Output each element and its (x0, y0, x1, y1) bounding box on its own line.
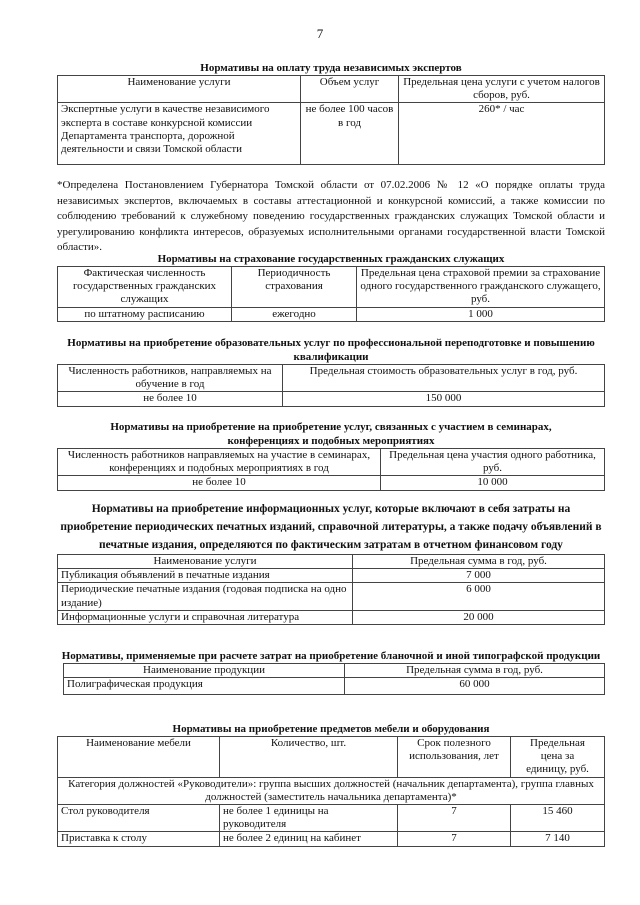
seminars-title: Нормативы на приобретение на приобретение услуг, связанных с участием в семинарах, конференциях и подобных мероприятиях (110, 421, 552, 447)
seminars-section (57, 420, 605, 491)
info-title: Нормативы на приобретение информационных услуг, которые включают в себя затраты на приобретение периодических печатных изданий, справочной литературы, а также подачу объявлений в печатные издания, определяются по фактическим затратам в отчетном финансовом году (60, 503, 602, 551)
insurance-title: Нормативы на страхование государственных гражданских служащих (157, 253, 505, 265)
table-header-row (58, 76, 605, 103)
header-cell: Предельная цена страховой премии за страхование одного государственного гражданского служащего, руб. (357, 267, 605, 308)
table-header-row (58, 555, 605, 569)
header-cell: Объем услуг (301, 76, 399, 103)
table-header-row (64, 664, 605, 678)
cell: 20 000 (353, 610, 605, 624)
cell: Информационные услуги и справочная литература (58, 610, 353, 624)
cell: по штатному расписанию (58, 307, 232, 321)
table-header-row (58, 267, 605, 308)
printing-section (57, 649, 605, 695)
printing-table (63, 663, 605, 695)
cell: не более 100 часов в год (301, 103, 399, 165)
experts-table (57, 75, 605, 165)
cell: не более 1 единицы на руководителя (220, 805, 398, 832)
table-row (58, 610, 605, 624)
header-cell: Количество, шт. (220, 737, 398, 778)
header-cell: Предельная сумма в год, руб. (345, 664, 605, 678)
cell: не более 10 (58, 392, 283, 406)
insurance-table (57, 266, 605, 322)
cell: 6 000 (353, 583, 605, 610)
furniture-table (57, 736, 605, 847)
table-row (58, 476, 605, 490)
cell: Экспертные услуги в качестве независимого эксперта в составе конкурсной комиссии Департамента транспорта, дорожной деятельности и связи Томской области (58, 103, 301, 165)
experts-section (57, 61, 605, 256)
page-number: 7 (316, 26, 324, 41)
table-header-row (58, 737, 605, 778)
cell: 1 000 (357, 307, 605, 321)
header-cell: Наименование услуги (58, 76, 301, 103)
cell: 60 000 (345, 678, 605, 695)
cell: 7 (398, 805, 511, 832)
header-cell: Численность работников направляемых на участие в семинарах, конференциях и подобных мероприятиях в год (58, 449, 381, 476)
table-row (58, 569, 605, 583)
table-row (58, 832, 605, 846)
header-cell: Фактическая численность государственных гражданских служащих (58, 267, 232, 308)
printing-title: Нормативы, применяемые при расчете затрат на приобретение бланочной и иной типографской продукции (61, 650, 601, 662)
header-cell: Численность работников, направляемых на обучение в год (58, 365, 283, 392)
cell: Стол руководителя (58, 805, 220, 832)
education-section (57, 336, 605, 407)
furniture-title: Нормативы на приобретение предметов мебели и оборудования (172, 723, 490, 735)
header-cell: Срок полезного использования, лет (398, 737, 511, 778)
header-cell: Предельная сумма в год, руб. (353, 555, 605, 569)
header-cell: Наименование услуги (58, 555, 353, 569)
experts-title: Нормативы на оплату труда независимых экспертов (200, 62, 462, 74)
header-cell: Периодичность страхования (232, 267, 357, 308)
seminars-table (57, 448, 605, 491)
header-cell: Предельная цена услуги с учетом налогов сборов, руб. (399, 76, 605, 103)
cell: 15 460 (511, 805, 605, 832)
category-row (58, 777, 605, 804)
category-cell: Категория должностей «Руководители»: группа высших должностей (начальник департамента), группа главных должностей (заместитель начальника департамента)* (58, 777, 605, 804)
cell: Приставка к столу (58, 832, 220, 846)
cell: 7 (398, 832, 511, 846)
cell: 150 000 (283, 392, 605, 406)
cell: 10 000 (381, 476, 605, 490)
insurance-section (57, 252, 605, 322)
cell: не более 10 (58, 476, 381, 490)
cell: Публикация объявлений в печатные издания (58, 569, 353, 583)
table-row (64, 678, 605, 695)
info-table (57, 554, 605, 625)
table-header-row (58, 365, 605, 392)
cell: не более 2 единиц на кабинет (220, 832, 398, 846)
table-header-row (58, 449, 605, 476)
table-row (58, 103, 605, 165)
header-cell: Предельная цена участия одного работника, руб. (381, 449, 605, 476)
cell: Периодические печатные издания (годовая подписка на одно издание) (58, 583, 353, 610)
header-cell: Наименование мебели (58, 737, 220, 778)
table-row (58, 307, 605, 321)
header-cell: Предельная стоимость образовательных услуг в год, руб. (283, 365, 605, 392)
header-cell: Предельная цена за единицу, руб. (511, 737, 605, 778)
footnote: *Определена Постановлением Губернатора Томской области от 07.02.2006 № 12 «О порядке оплаты труда независимых экспертов, включаемых в составы аттестационной и конкурсной комиссий, а также комиссии по соблюдению требований к служебному поведению государственных гражданских служащих Томской области и урегулированию конфликта интересов, образуемых исполнительными органами государственной власти Томской области». (57, 179, 605, 254)
table-row (58, 805, 605, 832)
furniture-section (57, 722, 605, 847)
education-title: Нормативы на приобретение образовательных услуг по профессиональной переподготовке и повышению квалификации (67, 337, 595, 363)
education-table (57, 364, 605, 407)
cell: 7 140 (511, 832, 605, 846)
cell: 7 000 (353, 569, 605, 583)
table-row (58, 583, 605, 610)
cell: 260* / час (399, 103, 605, 165)
table-row (58, 392, 605, 406)
cell: Полиграфическая продукция (64, 678, 345, 695)
cell: ежегодно (232, 307, 357, 321)
header-cell: Наименование продукции (64, 664, 345, 678)
info-section (57, 500, 605, 625)
